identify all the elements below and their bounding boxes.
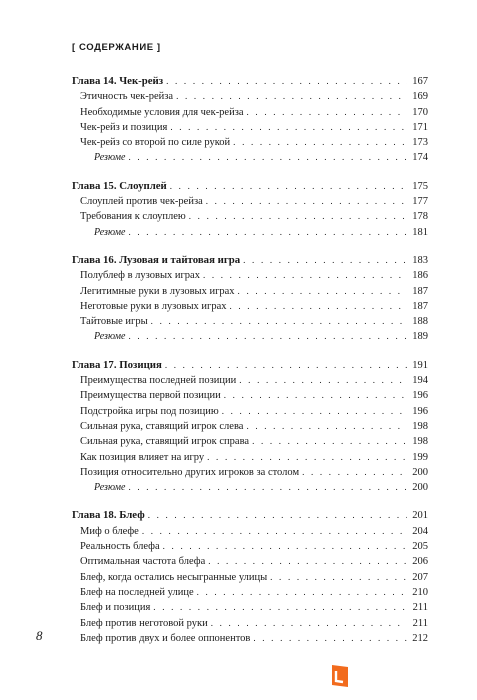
dot-leader: [233, 135, 407, 150]
toc-entry-page: 169: [412, 91, 428, 103]
toc-entry-page: 200: [412, 482, 428, 494]
toc-entry-title: Тайтовые игры: [80, 316, 148, 328]
dot-leader: [170, 179, 407, 194]
toc-section-entry[interactable]: [72, 194, 428, 209]
toc-section-entry[interactable]: [72, 616, 428, 631]
toc-summary-entry[interactable]: [72, 225, 428, 240]
toc-entry-title: Чек-рейз со второй по силе рукой: [80, 137, 231, 149]
toc-chapter: [72, 74, 428, 166]
toc-entry-page: 170: [412, 106, 428, 118]
toc-entry-title: Блеф, когда остались несыгранные улицы: [80, 571, 268, 583]
toc-entry-title: Неготовые руки в лузовых играх: [80, 300, 227, 312]
dot-leader: [203, 268, 407, 283]
toc-entry-title: Блеф на последней улице: [80, 586, 194, 598]
toc-entry-page: 198: [412, 436, 428, 448]
dot-leader: [239, 373, 407, 388]
toc-entry-title: Сильная рука, ставящий игрок справа: [80, 436, 250, 448]
toc-entry-page: 174: [412, 152, 428, 164]
toc-entry-title: Резюме: [94, 226, 126, 238]
toc-entry-page: 186: [412, 270, 428, 282]
toc-entry-page: 211: [412, 602, 428, 614]
toc-entry-page: 181: [412, 226, 428, 238]
toc-entry-page: 188: [412, 316, 428, 328]
toc-entry-title: Глава 14. Чек-рейз: [72, 75, 164, 87]
toc-summary-entry[interactable]: [72, 329, 428, 344]
toc-entry-page: 189: [412, 331, 428, 343]
toc-section-entry[interactable]: [72, 465, 428, 480]
dot-leader: [148, 508, 407, 523]
toc-entry-page: 207: [412, 571, 428, 583]
dot-leader: [189, 209, 407, 224]
toc-entry-title: Позиция относительно других игроков за столом: [80, 466, 300, 478]
dot-leader: [208, 554, 407, 569]
toc-entry-title: Оптимальная частота блефа: [80, 556, 206, 568]
toc-entry-page: 191: [412, 359, 428, 371]
toc-section-entry[interactable]: [72, 585, 428, 600]
dot-leader: [128, 225, 407, 240]
toc-header: [ СОДЕРЖАНИЕ ]: [72, 42, 161, 53]
toc-chapter: [72, 253, 428, 345]
toc-section-entry[interactable]: [72, 373, 428, 388]
toc-section-entry[interactable]: [72, 314, 428, 329]
dot-leader: [128, 329, 407, 344]
dot-leader: [166, 74, 407, 89]
toc-entry-title: Полублеф в лузовых играх: [80, 270, 200, 282]
toc-entry-title: Глава 15. Слоуплей: [72, 179, 167, 192]
toc-entry-page: 210: [412, 586, 428, 598]
dot-leader: [270, 570, 407, 585]
dot-leader: [142, 524, 407, 539]
toc-entry-page: 171: [412, 121, 428, 133]
dot-leader: [252, 434, 407, 449]
toc-entry-page: 194: [412, 375, 428, 387]
toc-section-entry[interactable]: [72, 268, 428, 283]
dot-leader: [153, 600, 407, 615]
table-of-contents: [72, 74, 428, 659]
toc-entry-page: 204: [412, 525, 428, 537]
toc-entry-title: Блеф и позиция: [80, 602, 151, 614]
toc-entry-page: 200: [412, 466, 428, 478]
dot-leader: [211, 616, 407, 631]
toc-entry-title: Сильная рука, ставящий игрок слева: [80, 420, 244, 432]
toc-chapter-title[interactable]: [72, 74, 428, 89]
toc-section-entry[interactable]: [72, 554, 428, 569]
toc-chapter-title[interactable]: [72, 508, 428, 523]
toc-entry-title: Глава 18. Блеф: [72, 509, 145, 522]
toc-entry-page: 198: [412, 420, 428, 432]
toc-entry-page: 178: [412, 211, 428, 223]
toc-entry-page: 187: [412, 300, 428, 312]
toc-summary-entry[interactable]: [72, 150, 428, 165]
toc-section-entry[interactable]: [72, 404, 428, 419]
dot-leader: [224, 388, 407, 403]
toc-entry-title: Реальность блефа: [80, 541, 160, 553]
toc-entry-title: Необходимые условия для чек-рейза: [80, 106, 244, 118]
toc-chapter: [72, 358, 428, 496]
page-number: 8: [36, 628, 43, 643]
dot-leader: [222, 404, 407, 419]
toc-entry-title: Блеф против двух и более оппонентов: [80, 632, 251, 644]
dot-leader: [165, 358, 407, 373]
toc-entry-page: 206: [412, 556, 428, 568]
toc-entry-title: Глава 17. Позиция: [72, 358, 162, 371]
toc-section-entry[interactable]: [72, 419, 428, 434]
dot-leader: [238, 284, 407, 299]
toc-entry-title: Чек-рейз и позиция: [80, 121, 168, 133]
toc-entry-title: Преимущества первой позиции: [80, 390, 221, 402]
toc-entry-title: Резюме: [94, 331, 126, 343]
toc-section-entry[interactable]: [72, 89, 428, 104]
toc-chapter-title[interactable]: [72, 358, 428, 373]
toc-section-entry[interactable]: [72, 388, 428, 403]
toc-entry-page: 199: [412, 451, 428, 463]
dot-leader: [128, 480, 407, 495]
dot-leader: [243, 253, 407, 268]
dot-leader: [302, 465, 407, 480]
dot-leader: [246, 419, 407, 434]
dot-leader: [207, 450, 407, 465]
toc-chapter-title[interactable]: [72, 179, 428, 194]
toc-section-entry[interactable]: [72, 524, 428, 539]
toc-entry-title: Резюме: [94, 152, 126, 164]
toc-section-entry[interactable]: [72, 570, 428, 585]
toc-section-entry[interactable]: [72, 600, 428, 615]
toc-entry-title: Подстройка игры под позицию: [80, 405, 219, 417]
toc-entry-title: Блеф против неготовой руки: [80, 617, 208, 629]
toc-entry-page: 196: [412, 405, 428, 417]
toc-entry-title: Слоуплей против чек-рейза: [80, 196, 203, 208]
toc-entry-title: Этичность чек-рейза: [80, 91, 174, 103]
toc-entry-page: 167: [412, 76, 428, 87]
toc-entry-title: Преимущества последней позиции: [80, 375, 237, 387]
toc-entry-page: 175: [412, 180, 428, 192]
dot-leader: [247, 105, 407, 120]
toc-section-entry[interactable]: [72, 284, 428, 299]
toc-entry-title: Как позиция влияет на игру: [80, 451, 205, 463]
dot-leader: [206, 194, 407, 209]
dot-leader: [197, 585, 407, 600]
toc-chapter: [72, 179, 428, 240]
toc-entry-page: 201: [412, 510, 428, 522]
toc-entry-title: Требования к слоуплею: [80, 211, 186, 223]
dot-leader: [163, 539, 407, 554]
toc-section-entry[interactable]: [72, 631, 428, 646]
toc-section-entry[interactable]: [72, 539, 428, 554]
toc-section-entry[interactable]: [72, 299, 428, 314]
dot-leader: [176, 89, 407, 104]
dot-leader: [230, 299, 408, 314]
toc-entry-page: 196: [412, 390, 428, 402]
toc-section-entry[interactable]: [72, 209, 428, 224]
toc-entry-title: Резюме: [94, 482, 126, 494]
toc-section-entry[interactable]: [72, 105, 428, 120]
toc-entry-title: Миф о блефе: [80, 525, 139, 537]
toc-chapter-title[interactable]: [72, 253, 428, 268]
toc-entry-page: 173: [412, 137, 428, 149]
toc-section-entry[interactable]: [72, 434, 428, 449]
toc-section-entry[interactable]: [72, 120, 428, 135]
toc-entry-page: 183: [412, 254, 428, 266]
labirint-logo-icon: [331, 664, 349, 688]
toc-summary-entry[interactable]: [72, 480, 428, 495]
toc-entry-page: 211: [412, 617, 428, 629]
toc-section-entry[interactable]: [72, 450, 428, 465]
toc-entry-title: Глава 16. Лузовая и тайтовая игра: [72, 253, 241, 266]
toc-entry-page: 212: [412, 632, 428, 644]
toc-entry-title: Легитимные руки в лузовых играх: [80, 285, 235, 297]
dot-leader: [170, 120, 407, 135]
dot-leader: [151, 314, 407, 329]
toc-section-entry[interactable]: [72, 135, 428, 150]
toc-entry-page: 187: [412, 285, 428, 297]
toc-entry-page: 177: [412, 196, 428, 208]
dot-leader: [128, 150, 407, 165]
toc-chapter: [72, 508, 428, 646]
dot-leader: [253, 631, 407, 646]
toc-entry-page: 205: [412, 541, 428, 553]
